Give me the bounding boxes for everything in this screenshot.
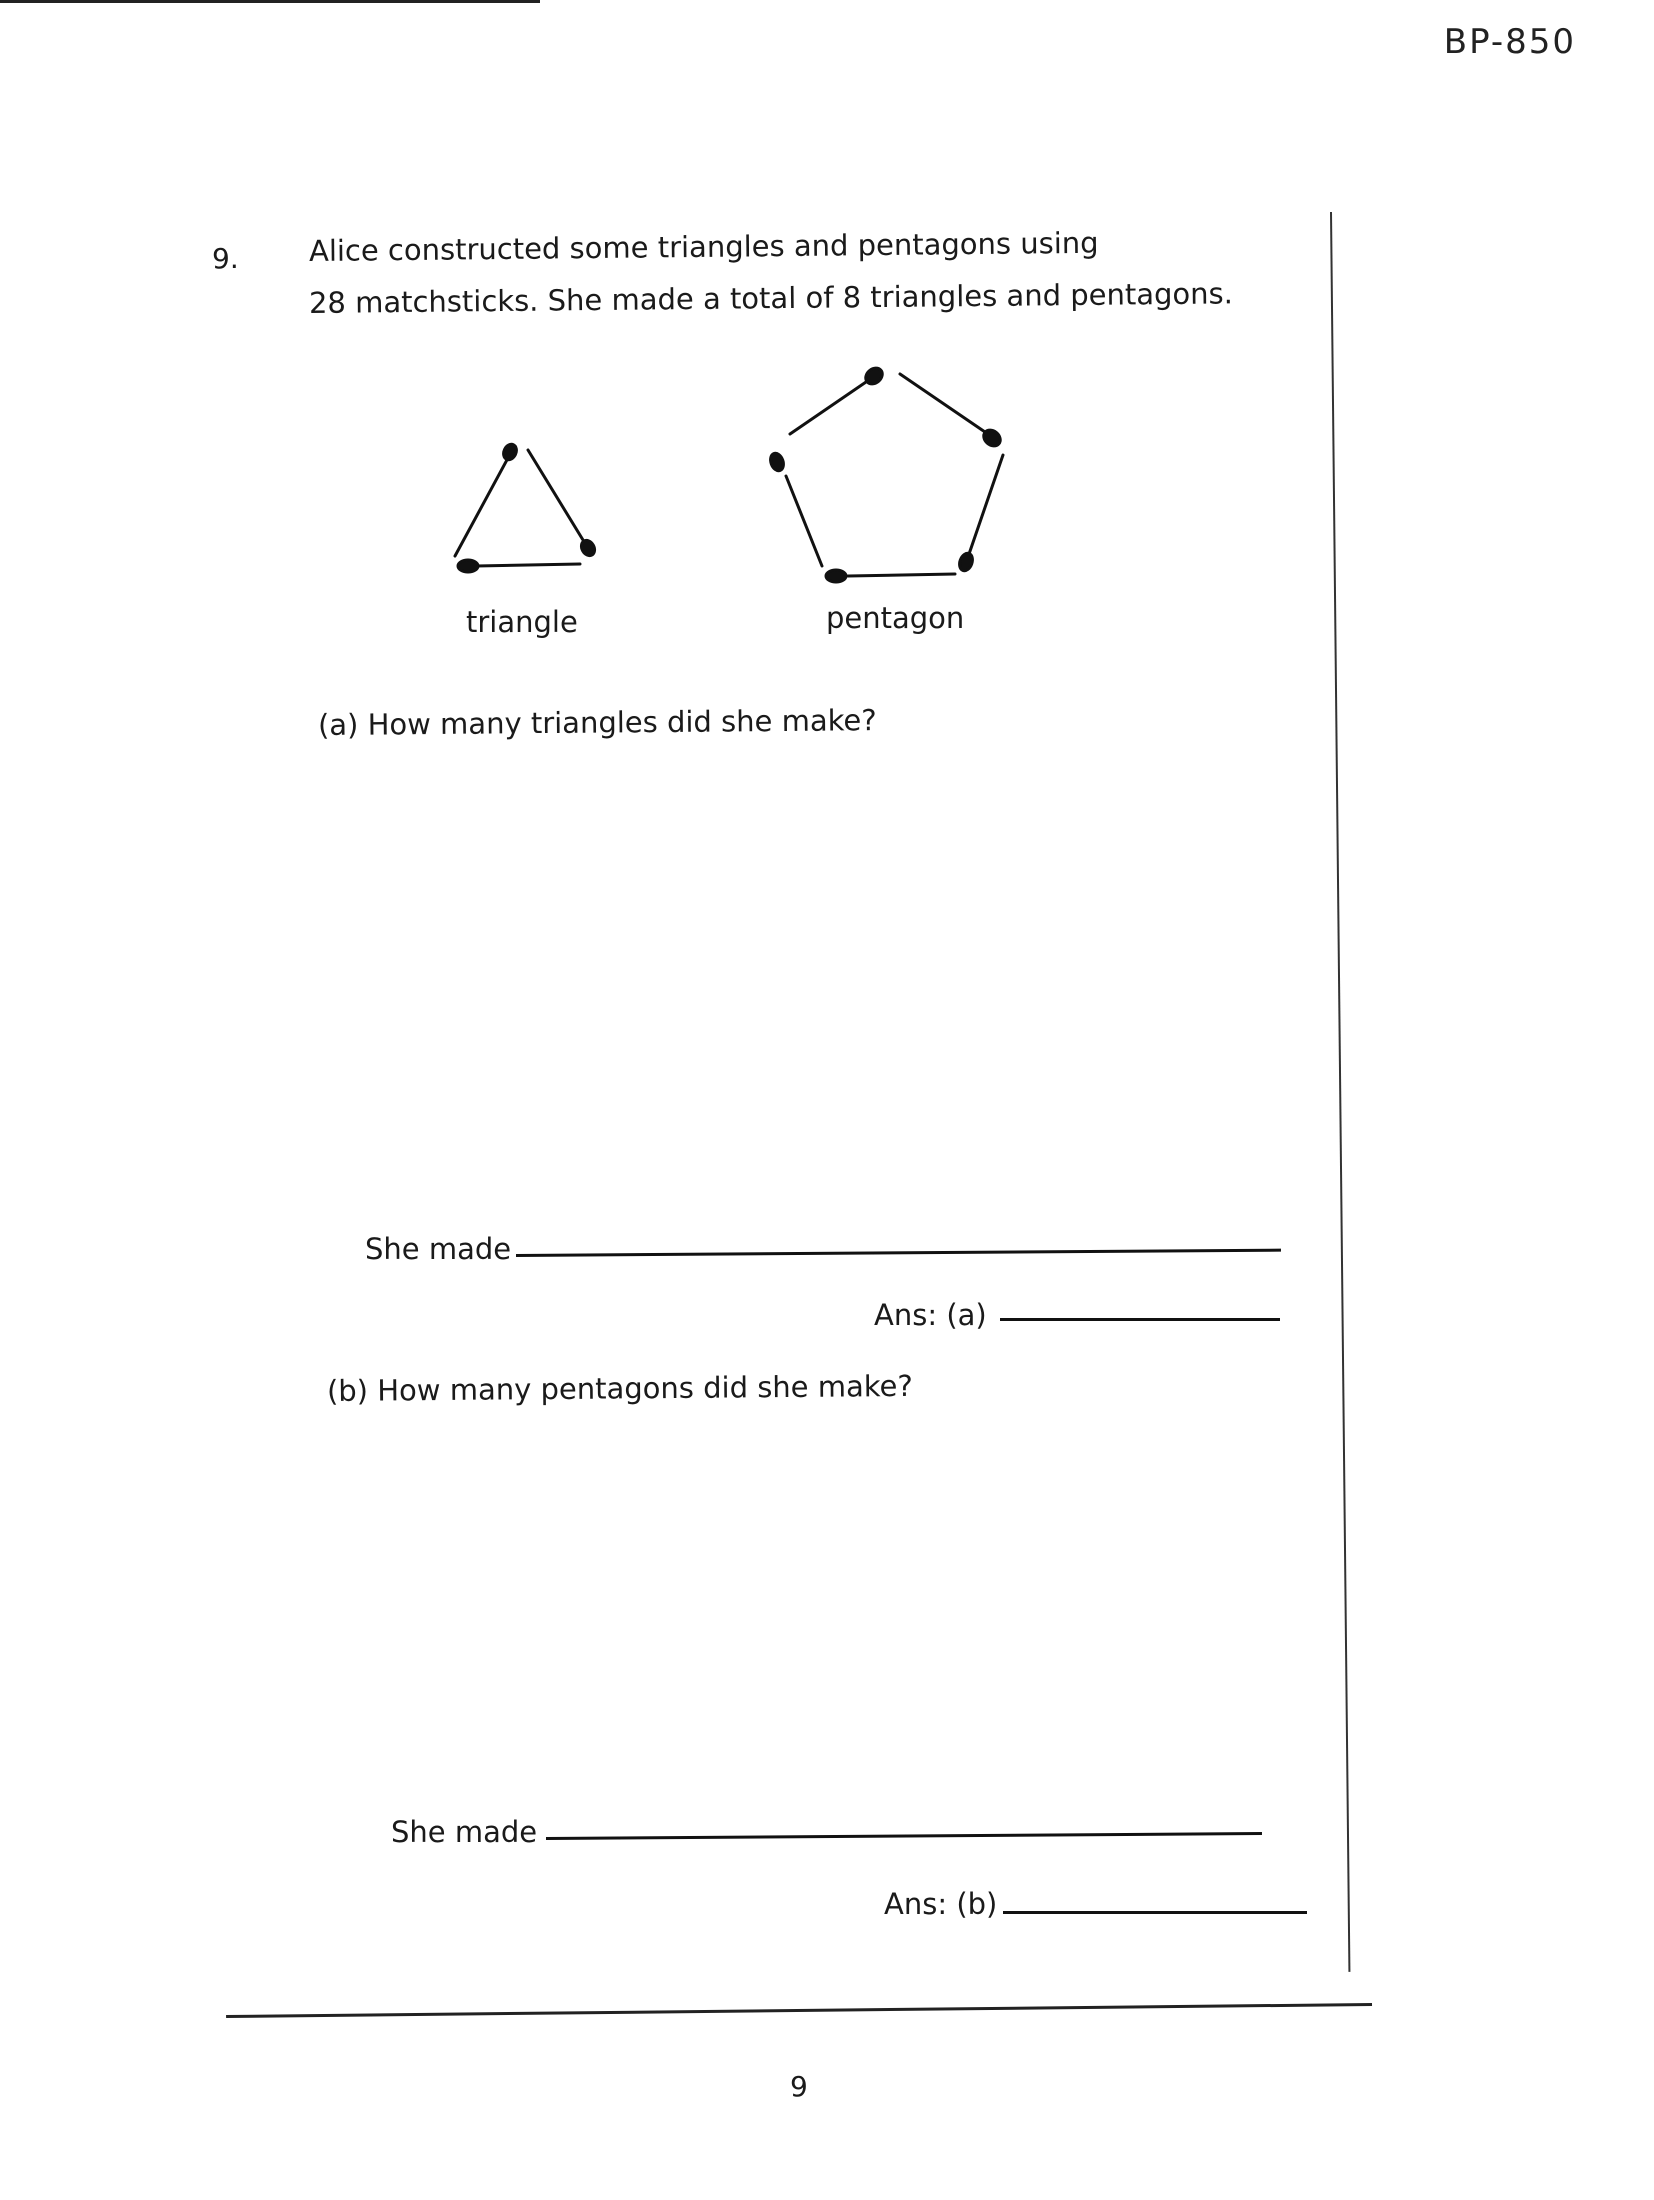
part-b-sentence-start: She made — [391, 1815, 538, 1849]
matchstick-pentagon-icon — [768, 365, 1003, 582]
matchstick-triangle-icon — [455, 442, 597, 572]
question-number: 9. — [212, 242, 239, 275]
part-b-answer-blank[interactable] — [1003, 1911, 1307, 1914]
part-b-prompt: (b) How many pentagons did she make? — [326, 1368, 913, 1408]
part-a-answer-label: Ans: (a) — [874, 1298, 987, 1332]
document-code: BP-850 — [1443, 22, 1576, 62]
part-a-prompt: (a) How many triangles did she make? — [317, 703, 877, 742]
pentagon-label: pentagon — [826, 601, 965, 635]
triangle-label: triangle — [466, 605, 578, 639]
part-a-answer-blank[interactable] — [1000, 1318, 1280, 1321]
question-text-line-1: Alice constructed some triangles and pentagons using — [308, 225, 1099, 268]
part-a-sentence-start: She made — [365, 1232, 512, 1266]
page-number: 9 — [790, 2070, 808, 2103]
question-text-line-2: 28 matchsticks. She made a total of 8 triangles and pentagons. — [308, 276, 1234, 320]
part-b-answer-label: Ans: (b) — [884, 1887, 998, 1921]
